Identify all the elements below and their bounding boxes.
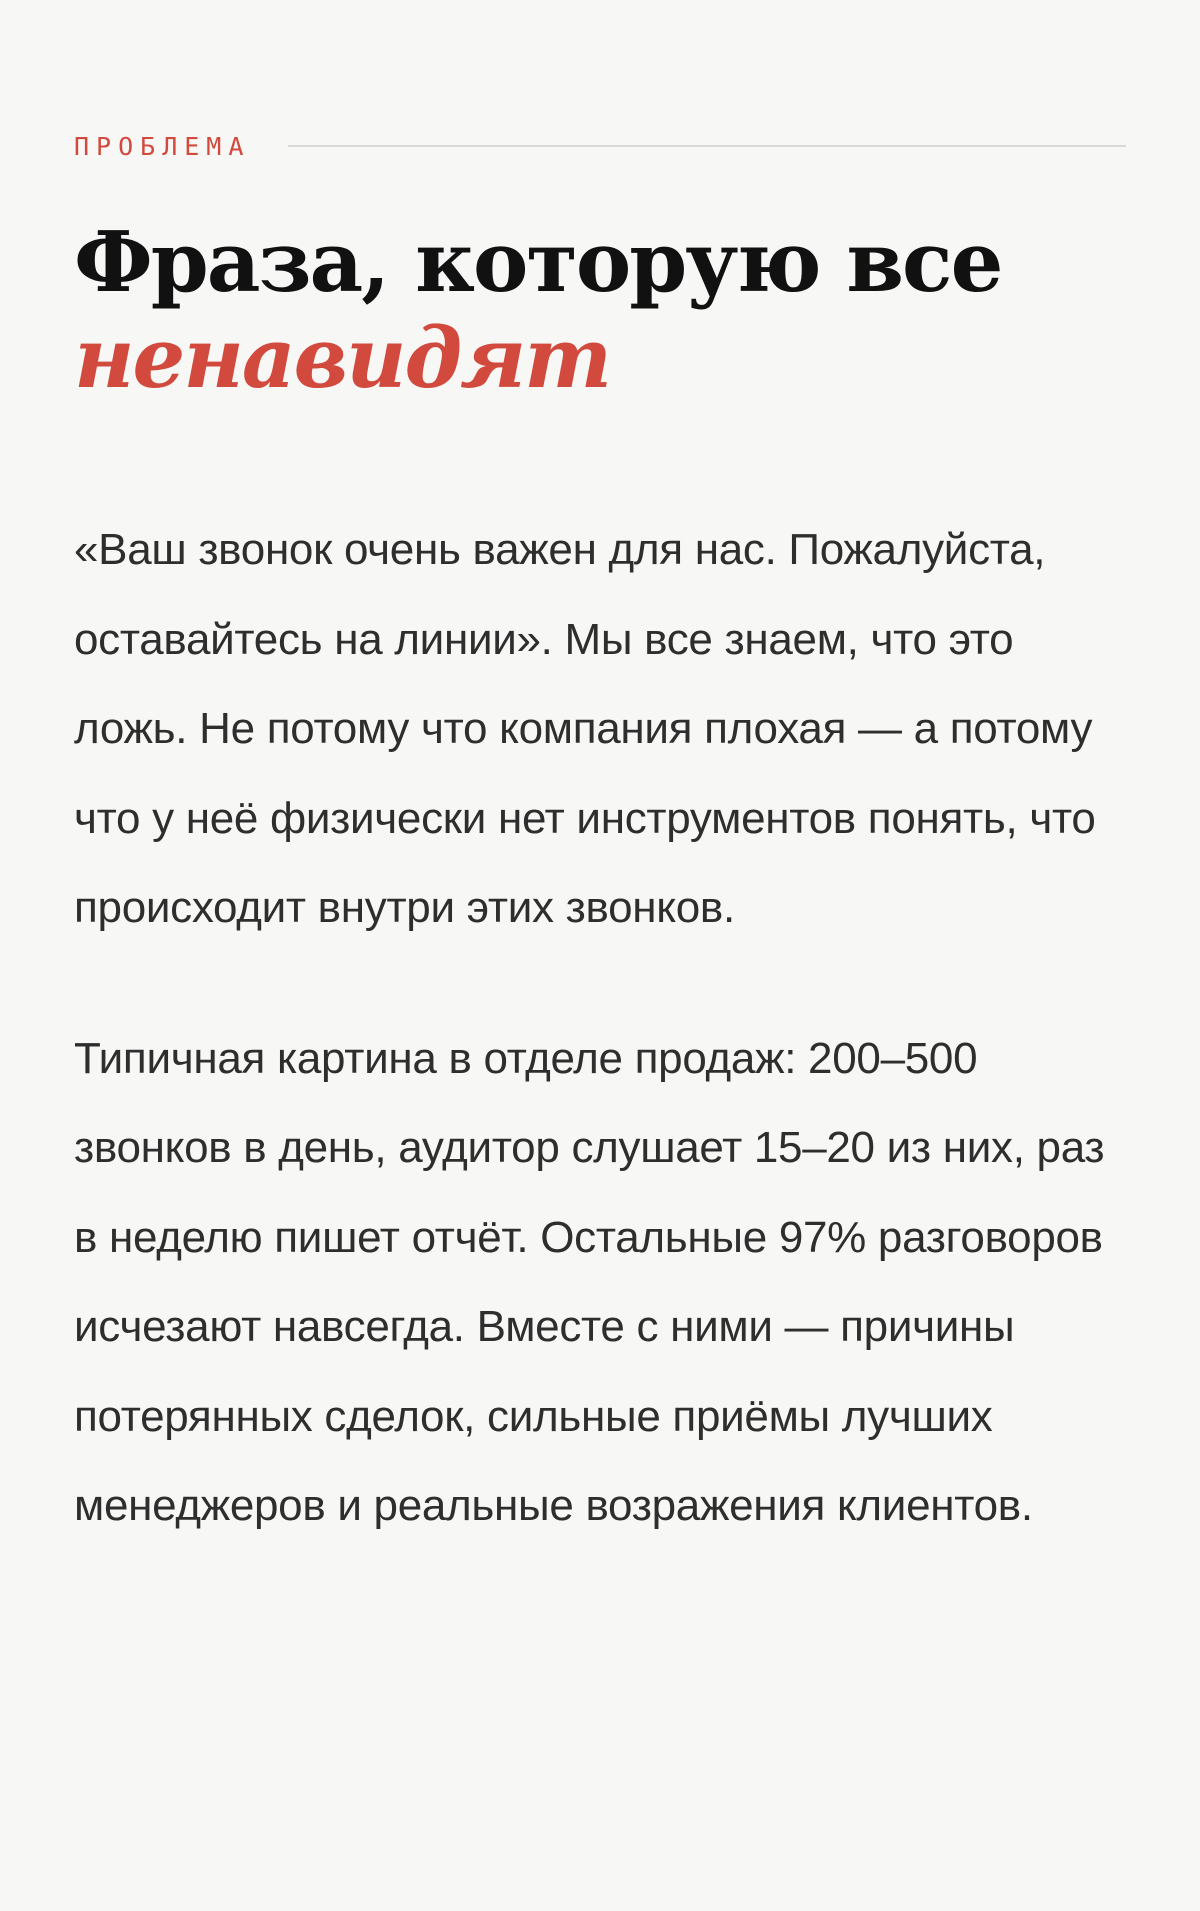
article-body: [74, 505, 1134, 1551]
page-title: [74, 214, 1126, 406]
section-label: ПРОБЛЕМА: [74, 131, 251, 161]
section-eyebrow: [74, 128, 1126, 164]
title-accent-word: ненавидят: [74, 309, 611, 407]
paragraph-intro: «Ваш звонок очень важен для нас. Пожалуйста, оставайтесь на линии». Мы все знаем, что это ложь. Не потому что компания плохая — а потому что у неё физически нет инструментов понять, что происходит внутри этих звонков.: [74, 525, 1096, 932]
title-line: Фраза, которую все: [74, 213, 1002, 311]
divider-line: [288, 145, 1126, 147]
paragraph-sales-example: Типичная картина в отделе продаж: 200–500 звонков в день, аудитор слушает 15–20 из них, раз в неделю пишет отчёт. Остальные 97% разговоров исчезают навсегда. Вместе с ними — причины потерянных сделок, сильные приёмы лучших менеджеров и реальные возражения клиентов.: [74, 1033, 1105, 1530]
